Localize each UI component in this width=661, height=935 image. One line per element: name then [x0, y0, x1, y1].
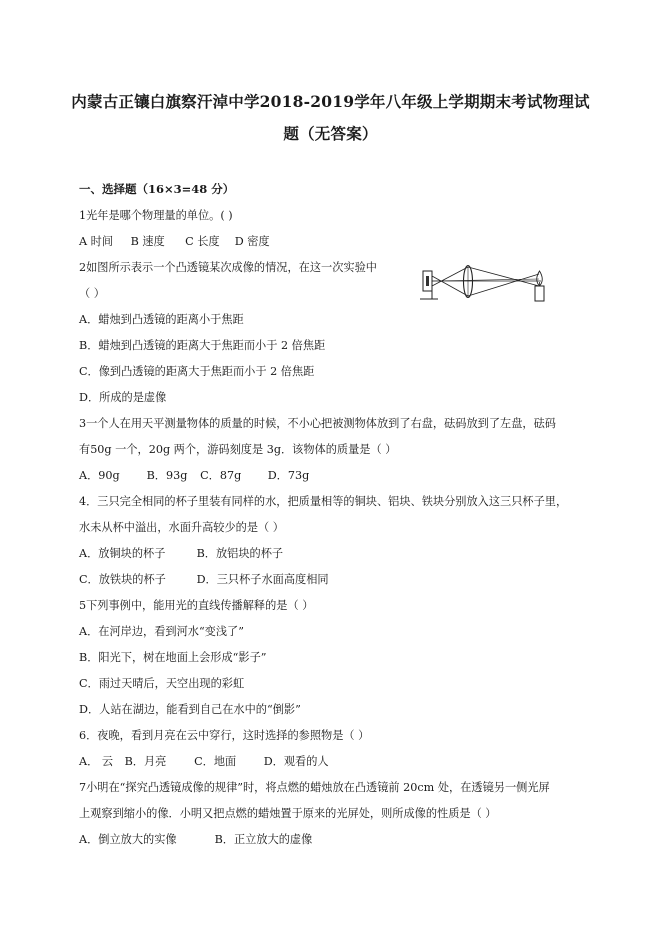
option-d: D．观看的人 — [263, 755, 329, 768]
question-2-option-a: A．蜡烛到凸透镜的距离小于焦距 — [79, 313, 244, 326]
convex-lens-diagram — [418, 262, 553, 304]
page-title: 内蒙古正镶白旗察汗淖中学2018-2019学年八年级上学期期末考试物理试 — [71, 92, 590, 111]
option-d: D．73g — [267, 469, 310, 482]
section-heading: 一、选择题（16×3=48 分） — [79, 182, 235, 196]
question-5-option-a: A．在河岸边，看到河水“变浅了” — [79, 625, 244, 638]
question-1-options — [79, 233, 270, 249]
question-7-options — [79, 831, 312, 847]
question-5-option-d: D．人站在湖边，能看到自己在水中的“倒影” — [79, 703, 301, 716]
option-b: B．正立放大的虚像 — [214, 833, 313, 846]
question-2-stem: 2如图所示表示一个凸透镜某次成像的情况，在这一次实验中 — [79, 261, 377, 274]
question-2-option-d: D．所成的是虚像 — [79, 391, 167, 404]
question-5-stem: 5下列事例中，能用光的直线传播解释的是（ ） — [79, 599, 314, 612]
option-a: A．90g — [79, 469, 120, 482]
question-6-stem: 6．夜晚，看到月亮在云中穿行，这时选择的参照物是（ ） — [79, 729, 370, 742]
question-4-stem: 4．三只完全相同的杯子里装有同样的水，把质量相等的铜块、铝块、铁块分别放入这三只杯子里， — [79, 495, 568, 508]
option-b: B．月亮 — [124, 755, 167, 768]
option-b: B．93g — [146, 469, 188, 482]
option-a: A．放铜块的杯子 — [79, 547, 166, 560]
question-5-option-b: B．阳光下，树在地面上会形成“影子” — [79, 651, 267, 664]
question-2-option-c: C．像到凸透镜的距离大于焦距而小于 2 倍焦距 — [79, 365, 315, 378]
candle-shape — [535, 286, 544, 301]
question-1-stem: 1光年是哪个物理量的单位。( ) — [79, 209, 233, 222]
option-d: D．三只杯子水面高度相同 — [196, 573, 329, 586]
option-a: A 时间 — [79, 235, 114, 248]
question-5-option-c: C．雨过天晴后，天空出现的彩虹 — [79, 677, 245, 690]
page-title-continued: 题（无答案） — [283, 124, 378, 143]
option-a: A． 云 — [79, 755, 114, 768]
question-2-stem-continued: （ ） — [79, 287, 105, 300]
option-c: C．放铁块的杯子 — [79, 573, 166, 586]
question-3-stem-continued: 有50g 一个，20g 两个，游码刻度是 3g．该物体的质量是（ ） — [79, 443, 397, 456]
option-d: D 密度 — [234, 235, 270, 248]
question-7-stem: 7小明在“探究凸透镜成像的规律”时，将点燃的蜡烛放在凸透镜前 20cm 处，在透镜另一侧光屏 — [79, 781, 550, 794]
question-3-options — [79, 467, 309, 483]
question-4-stem-continued: 水未从杯中溢出，水面升高较少的是（ ） — [79, 521, 284, 534]
image-shape — [426, 276, 429, 286]
question-4-options-row1 — [79, 545, 283, 561]
option-b: B．放铝块的杯子 — [196, 547, 284, 560]
option-a: A．倒立放大的实像 — [79, 833, 177, 846]
question-6-options — [79, 753, 329, 769]
option-b: B 速度 — [130, 235, 165, 248]
question-4-options-row2 — [79, 571, 329, 587]
option-c: C 长度 — [185, 235, 220, 248]
question-2-option-b: B．蜡烛到凸透镜的距离大于焦距而小于 2 倍焦距 — [79, 339, 326, 352]
question-3-stem: 3一个人在用天平测量物体的质量的时候，不小心把被测物体放到了右盘，砝码放到了左盘，砝码 — [79, 417, 556, 430]
option-c: C．87g — [200, 469, 242, 482]
question-7-stem-continued: 上观察到缩小的像．小明又把点燃的蜡烛置于原来的光屏处，则所成像的性质是（ ） — [79, 807, 497, 820]
option-c: C．地面 — [194, 755, 237, 768]
